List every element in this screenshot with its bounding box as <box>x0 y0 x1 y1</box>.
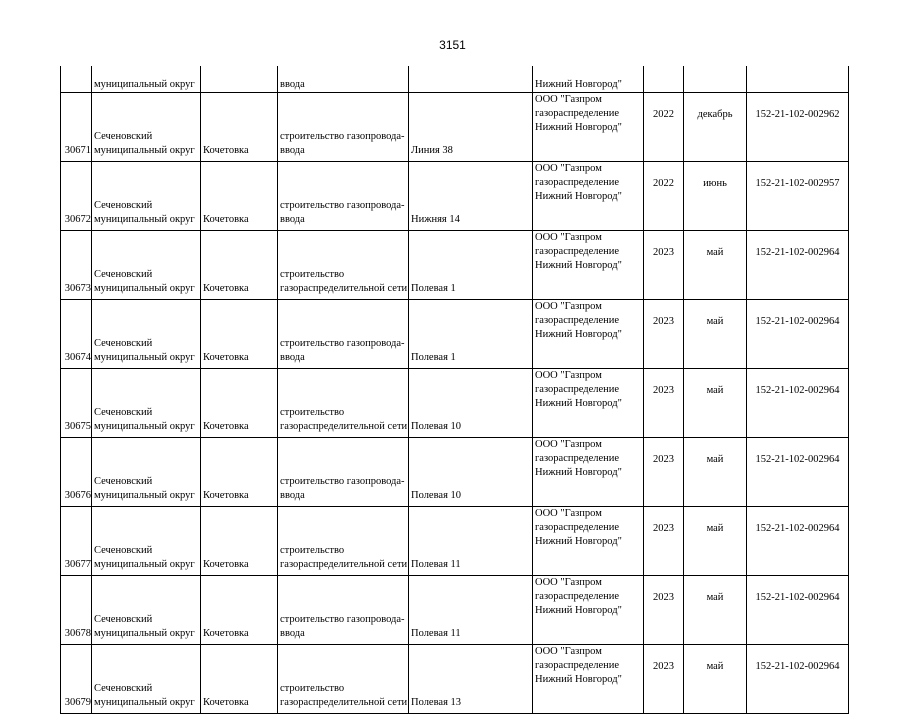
cell-organization <box>533 645 644 714</box>
cell-district <box>92 369 201 438</box>
cell-work <box>278 507 409 576</box>
cell-district <box>92 438 201 507</box>
cell-id <box>747 93 849 162</box>
cell-id <box>747 438 849 507</box>
cell-id <box>747 576 849 645</box>
registry-id: 152-21-102-002964 <box>755 247 840 258</box>
street-address: Полевая 11 <box>411 628 461 639</box>
cell-id <box>747 231 849 300</box>
cell-num <box>61 300 92 369</box>
cell-street <box>409 507 533 576</box>
org-line-2: газораспределение <box>535 315 620 326</box>
street-address: Полевая 10 <box>411 490 462 501</box>
cell-district <box>92 300 201 369</box>
work-line-1: строительство газопровода- <box>280 338 405 349</box>
cell-organization <box>533 300 644 369</box>
cell-village <box>201 66 278 93</box>
cell-work <box>278 93 409 162</box>
month-value: декабрь <box>697 109 733 120</box>
month-value: май <box>706 523 724 534</box>
cell-year <box>644 231 684 300</box>
cell-id <box>747 162 849 231</box>
cell-month <box>684 438 747 507</box>
registry-id: 152-21-102-002962 <box>755 109 840 120</box>
street-address: Полевая 1 <box>411 283 456 294</box>
year-value: 2022 <box>653 178 674 189</box>
org-line-3: Нижний Новгород" <box>535 191 622 202</box>
cell-month <box>684 300 747 369</box>
cell-num <box>61 438 92 507</box>
cell-street <box>409 93 533 162</box>
cell-num <box>61 231 92 300</box>
work-line-2: ввода <box>280 628 305 639</box>
work-line-1: строительство газопровода- <box>280 476 405 487</box>
village-name: Кочетовка <box>203 697 249 708</box>
cell-village <box>201 438 278 507</box>
district-line-1: Сеченовский <box>94 338 153 349</box>
org-line-1: ООО "Газпром <box>535 577 602 588</box>
village-name: Кочетовка <box>203 628 249 639</box>
org-line-2: газораспределение <box>535 384 620 395</box>
gasification-registry-table <box>60 66 849 714</box>
work-line-1: строительство <box>280 269 345 280</box>
work-line-1: строительство газопровода- <box>280 614 405 625</box>
org-line-1: ООО "Газпром <box>535 94 602 105</box>
cell-month <box>684 645 747 714</box>
cell-organization <box>533 507 644 576</box>
cell-street <box>409 438 533 507</box>
cell-id <box>747 66 849 93</box>
table-row <box>61 369 849 438</box>
district-line-2: муниципальный округ <box>94 490 195 501</box>
cell-organization: Нижний Новгород" <box>533 66 644 93</box>
cell-street <box>409 66 533 93</box>
org-line-3: Нижний Новгород" <box>535 605 622 616</box>
street-address: Полевая 11 <box>411 559 461 570</box>
district-line-2: муниципальный округ <box>94 352 195 363</box>
village-name: Кочетовка <box>203 283 249 294</box>
org-line-3: Нижний Новгород" <box>535 536 622 547</box>
row-number: 30679 <box>64 697 91 708</box>
cell-year <box>644 507 684 576</box>
cell-village <box>201 93 278 162</box>
work-line-2: газораспределительной сети <box>280 559 408 570</box>
cell-num <box>61 93 92 162</box>
cell-village <box>201 507 278 576</box>
row-number: 30671 <box>64 145 91 156</box>
district-line-2: муниципальный округ <box>94 628 195 639</box>
cell-year <box>644 369 684 438</box>
cell-month <box>684 93 747 162</box>
org-line-3: Нижний Новгород" <box>535 329 622 340</box>
cell-district <box>92 231 201 300</box>
cell-num <box>61 66 92 93</box>
page-number: 3151 <box>439 38 466 52</box>
village-name: Кочетовка <box>203 145 249 156</box>
cell-organization <box>533 576 644 645</box>
cell-village <box>201 300 278 369</box>
district-line-1: Сеченовский <box>94 683 153 694</box>
cell-organization <box>533 231 644 300</box>
district-line-2: муниципальный округ <box>94 145 195 156</box>
district-line-2: муниципальный округ <box>94 214 195 225</box>
month-value: май <box>706 661 724 672</box>
cell-street <box>409 645 533 714</box>
registry-id: 152-21-102-002957 <box>755 178 840 189</box>
cell-district <box>92 576 201 645</box>
village-name: Кочетовка <box>203 352 249 363</box>
org-line-3: Нижний Новгород" <box>535 122 622 133</box>
cell-month <box>684 231 747 300</box>
cell-work <box>278 576 409 645</box>
cell-street <box>409 369 533 438</box>
row-number: 30677 <box>64 559 91 570</box>
month-value: май <box>706 454 724 465</box>
org-line-1: ООО "Газпром <box>535 232 602 243</box>
cell-district <box>92 93 201 162</box>
cell-village <box>201 162 278 231</box>
cell-district <box>92 507 201 576</box>
cell-year <box>644 300 684 369</box>
street-address: Полевая 1 <box>411 352 456 363</box>
district-line-2: муниципальный округ <box>94 697 195 708</box>
cell-month <box>684 507 747 576</box>
cell-work <box>278 162 409 231</box>
work-line-2: ввода <box>280 490 305 501</box>
cell-work <box>278 645 409 714</box>
work-line-1: строительство <box>280 407 345 418</box>
year-value: 2023 <box>653 247 674 258</box>
month-value: май <box>706 385 724 396</box>
district-line-1: Сеченовский <box>94 614 153 625</box>
street-address: Полевая 13 <box>411 697 462 708</box>
cell-village <box>201 645 278 714</box>
org-line-2: газораспределение <box>535 177 620 188</box>
cell-work <box>278 438 409 507</box>
table-row <box>61 438 849 507</box>
cell-organization <box>533 369 644 438</box>
cell-work <box>278 300 409 369</box>
cell-num <box>61 507 92 576</box>
org-line-1: ООО "Газпром <box>535 301 602 312</box>
cell-work <box>278 231 409 300</box>
district-line-1: Сеченовский <box>94 545 153 556</box>
row-number: 30676 <box>64 490 91 501</box>
cell-month <box>684 66 747 93</box>
work-line-1: строительство <box>280 545 345 556</box>
year-value: 2023 <box>653 385 674 396</box>
cell-id <box>747 645 849 714</box>
cell-id <box>747 369 849 438</box>
cell-num <box>61 576 92 645</box>
table-row <box>61 162 849 231</box>
registry-id: 152-21-102-002964 <box>755 385 840 396</box>
district-line-2: муниципальный округ <box>94 283 195 294</box>
cell-organization <box>533 93 644 162</box>
month-value: май <box>706 247 724 258</box>
org-line-1: ООО "Газпром <box>535 370 602 381</box>
table-body <box>61 93 849 714</box>
street-address: Полевая 10 <box>411 421 462 432</box>
cell-month <box>684 369 747 438</box>
cell-village <box>201 231 278 300</box>
village-name: Кочетовка <box>203 214 249 225</box>
cell-year <box>644 162 684 231</box>
row-number: 30674 <box>64 352 91 363</box>
cell-id <box>747 300 849 369</box>
cell-organization <box>533 438 644 507</box>
year-value: 2023 <box>653 316 674 327</box>
cell-district <box>92 645 201 714</box>
month-value: июнь <box>703 178 727 189</box>
registry-id: 152-21-102-002964 <box>755 523 840 534</box>
village-name: Кочетовка <box>203 490 249 501</box>
district-line-2: муниципальный округ <box>94 421 195 432</box>
table-row <box>61 231 849 300</box>
cell-num <box>61 369 92 438</box>
cell-year <box>644 645 684 714</box>
cell-work <box>278 369 409 438</box>
district-line-2: муниципальный округ <box>94 559 195 570</box>
registry-id: 152-21-102-002964 <box>755 592 840 603</box>
registry-id: 152-21-102-002964 <box>755 316 840 327</box>
month-value: май <box>706 592 724 603</box>
district-line-1: Сеченовский <box>94 200 153 211</box>
cell-num <box>61 645 92 714</box>
org-line-1: ООО "Газпром <box>535 163 602 174</box>
work-line-2: газораспределительной сети <box>280 421 408 432</box>
org-line-1: ООО "Газпром <box>535 646 602 657</box>
year-value: 2023 <box>653 523 674 534</box>
district-line-1: Сеченовский <box>94 269 153 280</box>
org-line-2: газораспределение <box>535 453 620 464</box>
work-line-1: строительство газопровода- <box>280 131 405 142</box>
cell-street <box>409 162 533 231</box>
year-value: 2023 <box>653 661 674 672</box>
org-line-1: ООО "Газпром <box>535 439 602 450</box>
work-line-2: ввода <box>280 145 305 156</box>
org-line-1: ООО "Газпром <box>535 508 602 519</box>
row-number: 30675 <box>64 421 91 432</box>
cell-year <box>644 66 684 93</box>
org-line-2: газораспределение <box>535 108 620 119</box>
district-line-1: Сеченовский <box>94 476 153 487</box>
cell-street <box>409 231 533 300</box>
org-line-2: газораспределение <box>535 522 620 533</box>
table-row <box>61 507 849 576</box>
cell-street <box>409 300 533 369</box>
cell-work: ввода <box>278 66 409 93</box>
row-number: 30672 <box>64 214 91 225</box>
org-line-2: газораспределение <box>535 660 620 671</box>
work-line-1: строительство <box>280 683 345 694</box>
cell-year <box>644 576 684 645</box>
org-line-3: Нижний Новгород" <box>535 260 622 271</box>
cell-district <box>92 162 201 231</box>
org-line-3: Нижний Новгород" <box>535 467 622 478</box>
work-line-2: газораспределительной сети <box>280 697 408 708</box>
work-line-1: строительство газопровода- <box>280 200 405 211</box>
cell-month <box>684 576 747 645</box>
registry-id: 152-21-102-002964 <box>755 661 840 672</box>
year-value: 2023 <box>653 454 674 465</box>
row-number: 30673 <box>64 283 91 294</box>
cell-village <box>201 369 278 438</box>
org-line-2: газораспределение <box>535 591 620 602</box>
registry-id: 152-21-102-002964 <box>755 454 840 465</box>
village-name: Кочетовка <box>203 559 249 570</box>
cell-year <box>644 438 684 507</box>
row-number: 30678 <box>64 628 91 639</box>
month-value: май <box>706 316 724 327</box>
cell-village <box>201 576 278 645</box>
table-row-continued <box>61 66 849 93</box>
street-address: Линия 38 <box>411 145 453 156</box>
cell-year <box>644 93 684 162</box>
street-address: Нижняя 14 <box>411 214 460 225</box>
year-value: 2023 <box>653 592 674 603</box>
district-line-1: Сеченовский <box>94 131 153 142</box>
cell-street <box>409 576 533 645</box>
org-line-2: газораспределение <box>535 246 620 257</box>
work-line-2: газораспределительной сети <box>280 283 408 294</box>
year-value: 2022 <box>653 109 674 120</box>
cell-month <box>684 162 747 231</box>
work-line-2: ввода <box>280 352 305 363</box>
cell-district: муниципальный округ <box>92 66 201 93</box>
cell-id <box>747 507 849 576</box>
table-row <box>61 576 849 645</box>
cell-num <box>61 162 92 231</box>
org-line-3: Нижний Новгород" <box>535 398 622 409</box>
work-line-2: ввода <box>280 214 305 225</box>
table-row <box>61 645 849 714</box>
village-name: Кочетовка <box>203 421 249 432</box>
table-row <box>61 300 849 369</box>
cell-organization <box>533 162 644 231</box>
table-row <box>61 93 849 162</box>
district-line-1: Сеченовский <box>94 407 153 418</box>
org-line-3: Нижний Новгород" <box>535 674 622 685</box>
